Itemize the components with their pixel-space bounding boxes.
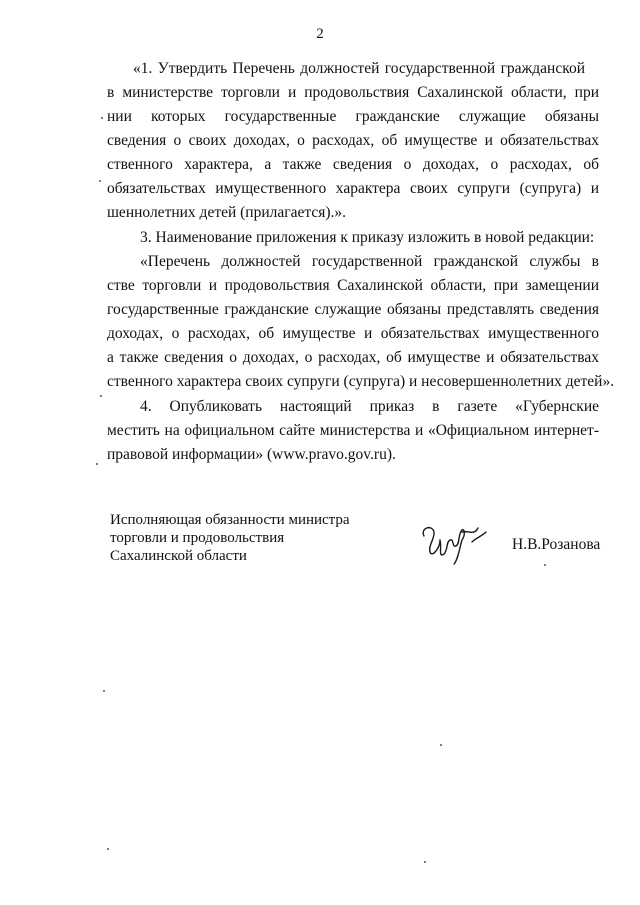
scan-speck: [103, 690, 105, 692]
text-line: а также сведения о доходах, о расходах, об имуществе и обязательствах: [107, 349, 599, 366]
text-line: «Перечень должностей государственной гражданской службы в: [140, 253, 599, 270]
scan-speck: [544, 564, 546, 566]
text-line: обязательствах имущественного характера своих супруги (супруга) и: [107, 180, 599, 197]
scan-speck: [96, 463, 98, 465]
text-line: ственного характера, а также сведения о доходах, о расходах, об: [107, 156, 599, 173]
text-line: в министерстве торговли и продовольствия Сахалинской области, при: [107, 84, 599, 101]
text-line: доходах, о расходах, об имуществе и обязательствах имущественного: [107, 325, 599, 342]
signatory-position: [110, 511, 350, 565]
text-line: «1. Утвердить Перечень должностей государственной гражданской: [133, 60, 585, 77]
scan-speck: [100, 395, 102, 397]
scan-speck: [424, 861, 426, 863]
text-line: ственного характера своих супруги (супруга) и несовершеннолетних детей».: [107, 373, 615, 390]
scan-speck: [101, 117, 103, 119]
signatory-position-line: Сахалинской области: [110, 548, 247, 564]
scan-speck: [99, 180, 101, 182]
scan-speck: [107, 848, 109, 850]
signatory-position-line: торговли и продовольствия: [110, 530, 285, 546]
signatory-position-line: Исполняющая обязанности министра: [110, 512, 350, 528]
text-line: шеннолетних детей (прилагается).».: [107, 204, 347, 221]
handwritten-signature: [418, 518, 488, 566]
text-line: сведения о своих доходах, о расходах, об имуществе и обязательствах: [107, 132, 599, 149]
text-line: правовой информации» (www.pravo.gov.ru).: [107, 446, 396, 463]
text-line: 3. Наименование приложения к приказу изложить в новой редакции:: [140, 229, 595, 246]
scan-speck: [440, 744, 442, 746]
text-line: государственные гражданские служащие обязаны представлять сведения: [107, 301, 599, 318]
text-line: 4. Опубликовать настоящий приказ в газете «Губернские: [140, 398, 599, 415]
page-number: 2: [316, 26, 324, 42]
text-line: местить на официальном сайте министерства и «Официальном интернет-: [107, 422, 599, 439]
signatory-name: Н.В.Розанова: [512, 536, 601, 553]
text-line: стве торговли и продовольствия Сахалинской области, при замещении: [107, 277, 599, 294]
text-line: нии которых государственные гражданские служащие обязаны: [107, 108, 599, 125]
